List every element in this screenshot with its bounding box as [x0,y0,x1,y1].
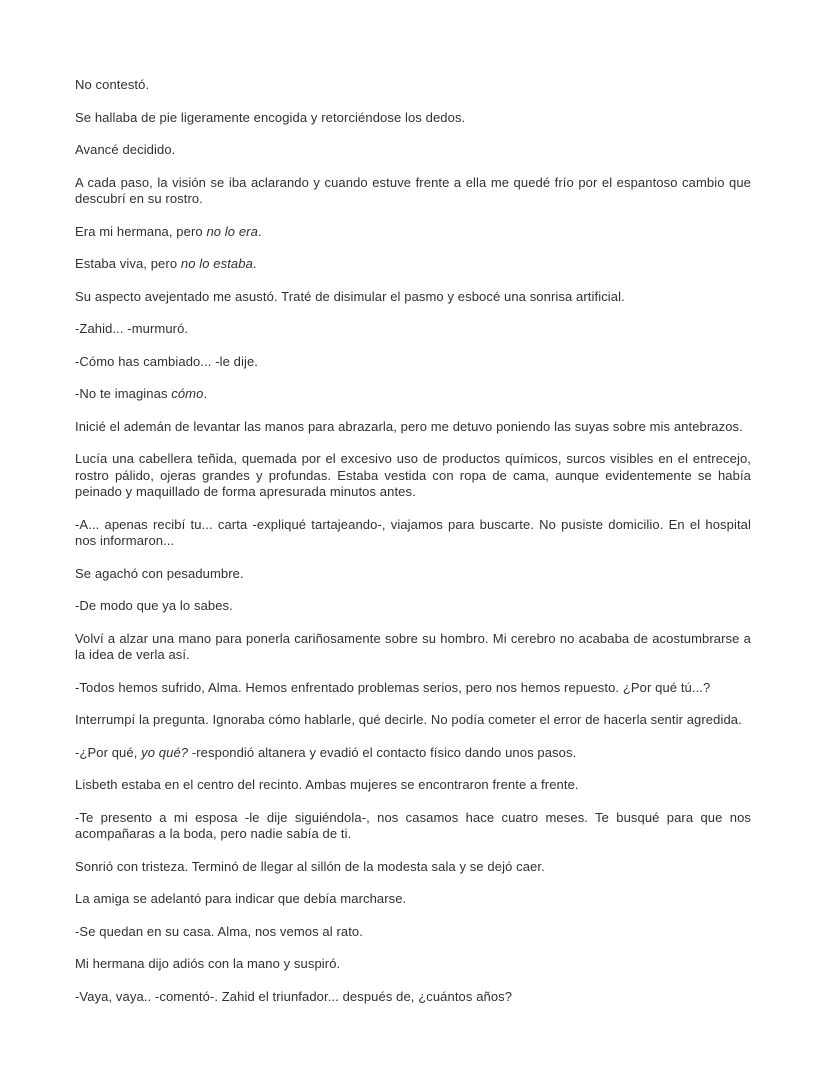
paragraph [75,77,751,94]
text-run: -¿Por qué, [75,744,142,760]
italic-text-run: yo qué? [141,744,189,760]
page-text [75,77,751,1005]
paragraph [75,956,751,973]
text-run: Avancé decidido. [75,142,176,157]
paragraph [75,224,751,241]
text-run: -De modo que ya lo sabes. [75,598,233,613]
paragraph [75,256,751,273]
paragraph [75,859,751,876]
text-run: Mi hermana dijo adiós con la mano y suspiró. [75,956,341,971]
paragraph [75,891,751,908]
paragraph [75,386,751,403]
text-run: . [203,386,208,401]
paragraph [75,451,751,501]
paragraph [75,566,751,583]
text-run: -Se quedan en su casa. Alma, nos vemos al rato. [75,923,363,939]
paragraph [75,712,751,729]
text-run: . [252,256,257,271]
text-run: No contestó. [75,77,150,92]
text-run: A cada paso, la visión se iba aclarando y cuando estuve frente a ella me quedé frío por el espantoso cambio que descubrí en su rostro. [75,174,751,206]
text-run: -Cómo has cambiado... -le dije. [75,353,259,369]
text-run: -Todos hemos sufrido, Alma. Hemos enfrentado problemas serios, pero nos hemos repuesto. ¿Por qué tú...? [75,679,711,695]
text-run: . [257,223,262,239]
paragraph [75,354,751,371]
paragraph [75,142,751,159]
text-run: Volví a alzar una mano para ponerla cariñosamente sobre su hombro. Mi cerebro no acababa de acostumbrarse a la idea de verla así. [75,630,751,662]
paragraph [75,289,751,306]
text-run: -Zahid... -murmuró. [75,321,189,336]
text-run: -A... apenas recibí tu... carta -expliqué tartajeando-, viajamos para buscarte. No pusiste domicilio. En el hospital nos informaron... [75,516,751,548]
text-run: Estaba viva, pero [75,256,181,271]
paragraph [75,989,751,1006]
text-run: Lucía una cabellera teñida, quemada por el excesivo uso de productos químicos, surcos visibles en el entrecejo, rostro pálido, ojeras grandes y profundas. Estaba vestida con ropa de cama, aunque evidentemente se había peinado y maquillado de forma apresurada minutos antes. [75,451,751,499]
text-run: Era mi hermana, pero [75,223,207,239]
paragraph [75,745,751,762]
text-run: Se hallaba de pie ligeramente encogida y retorciéndose los dedos. [75,109,466,125]
italic-text-run: cómo [171,386,204,401]
italic-text-run: no lo estaba [180,256,253,271]
paragraph [75,810,751,843]
paragraph [75,598,751,615]
paragraph [75,924,751,941]
text-run: -respondió altanera y evadió el contacto físico dando unos pasos. [188,744,577,760]
text-run: Lisbeth estaba en el centro del recinto. Ambas mujeres se encontraron frente a frente. [75,777,579,792]
text-run: Sonrió con tristeza. Terminó de llegar al sillón de la modesta sala y se dejó caer. [75,858,545,874]
paragraph [75,777,751,794]
text-run: -No te imaginas [75,386,172,401]
text-run: Se agachó con pesadumbre. [75,565,244,581]
paragraph [75,321,751,338]
text-run: Inicié el ademán de levantar las manos para abrazarla, pero me detuvo poniendo las suyas sobre mis antebrazos. [75,418,743,434]
text-run: -Vaya, vaya.. -comentó-. Zahid el triunfador... después de, ¿cuántos años? [75,988,513,1004]
paragraph [75,175,751,208]
paragraph [75,419,751,436]
paragraph [75,110,751,127]
paragraph [75,631,751,664]
paragraph [75,517,751,550]
italic-text-run: no lo era [206,223,258,239]
text-run: Interrumpí la pregunta. Ignoraba cómo hablarle, qué decirle. No podía cometer el error de hacerla sentir agredida. [75,712,742,727]
paragraph [75,680,751,697]
text-run: Su aspecto avejentado me asustó. Traté de disimular el pasmo y esbocé una sonrisa artificial. [75,288,625,304]
text-run: La amiga se adelantó para indicar que debía marcharse. [75,891,407,906]
text-run: -Te presento a mi esposa -le dije siguiéndola-, nos casamos hace cuatro meses. Te busqué para que nos acompañaras a la boda, pero nadie sabía de ti. [75,809,751,841]
